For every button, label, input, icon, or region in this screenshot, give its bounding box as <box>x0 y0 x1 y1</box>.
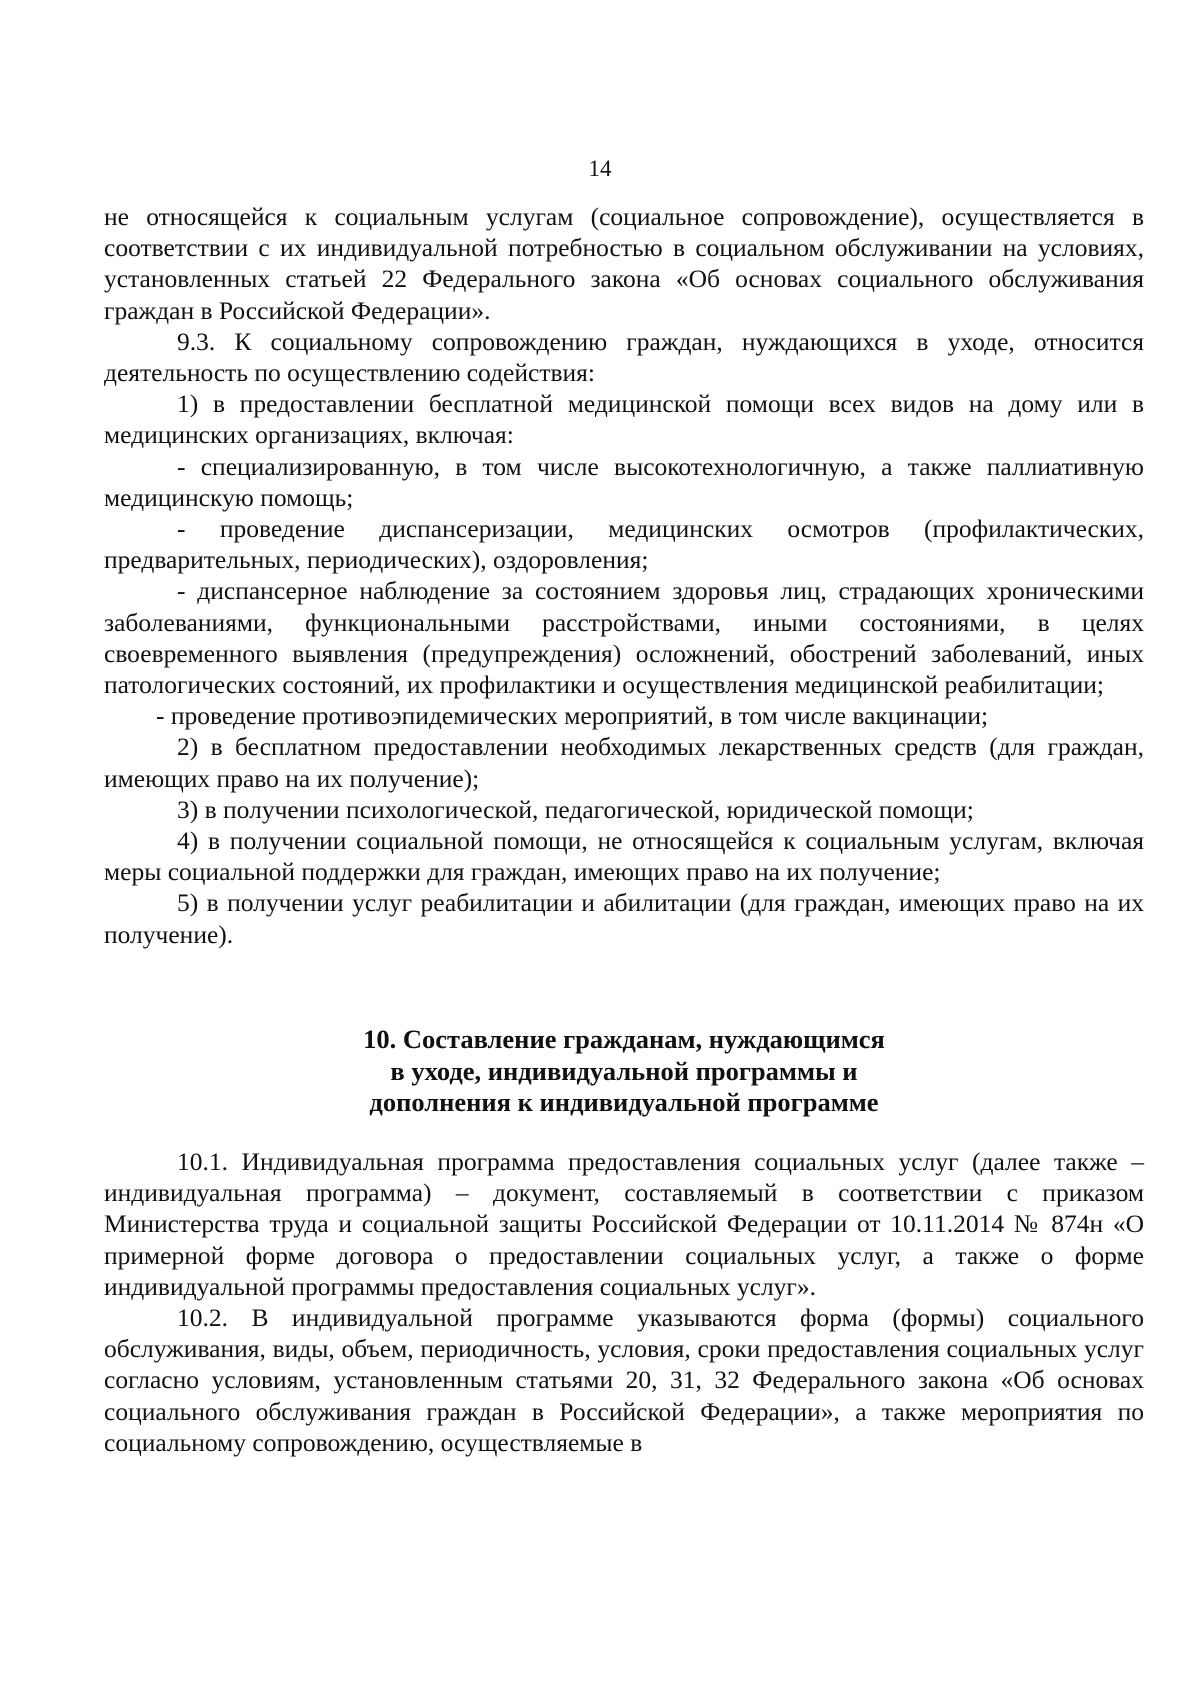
heading-line: 10. Составление гражданам, нуждающимся <box>363 1024 885 1054</box>
paragraph: 4) в получении социальной помощи, не относящейся к социальным услугам, включая меры социальной поддержки для граждан, имеющих право на их получение; <box>104 826 1144 887</box>
paragraph: - проведение противоэпидемических мероприятий, в том числе вакцинации; <box>156 701 989 731</box>
body-section-2 <box>104 1146 1144 1458</box>
paragraph: - специализированную, в том числе высокотехнологичную, а также паллиативную медицинскую помощь; <box>104 451 1144 512</box>
paragraph: не относящейся к социальным услугам (социальное сопровождение), осуществляется в соответствии с их индивидуальной потребностью в социальном обслуживании на условиях, установленных статьей 22 Федерального закона «Об основах социального обслуживания граждан в Российской Федерации». <box>104 202 1144 325</box>
page-number: 14 <box>588 156 612 181</box>
paragraph: 1) в предоставлении бесплатной медицинской помощи всех видов на дому или в медицинских организациях, включая: <box>104 389 1144 450</box>
paragraph: 3) в получении психологической, педагогической, юридической помощи; <box>177 794 974 824</box>
paragraph: 9.3. К социальному сопровождению граждан, нуждающихся в уходе, относится деятельность по осуществлению содействия: <box>104 326 1144 388</box>
paragraph: 10.1. Индивидуальная программа предоставления социальных услуг (далее также – индивидуальная программа) – документ, составляемый в соответствии с приказом Министерства труда и социальной защиты Российской Федерации от 10.11.2014 № 874н «О примерной форме договора о предоставлении социальных услуг, а также о форме индивидуальной программы предоставления социальных услуг». <box>104 1147 1144 1301</box>
paragraph: 5) в получении услуг реабилитации и абилитации (для граждан, имеющих право на их получение). <box>104 888 1144 949</box>
section-heading <box>104 1024 1144 1119</box>
body-section-1 <box>104 201 1144 950</box>
paragraph: 2) в бесплатном предоставлении необходимых лекарственных средств (для граждан, имеющих право на их получение); <box>104 732 1144 793</box>
paragraph: - проведение диспансеризации, медицинских осмотров (профилактических, предварительных, периодических), оздоровления; <box>104 514 1144 575</box>
heading-line: в уходе, индивидуальной программы и <box>390 1055 858 1086</box>
paragraph: 10.2. В индивидуальной программе указываются форма (формы) социального обслуживания, виды, объем, периодичность, условия, сроки предоставления социальных услуг согласно условиям, установленным статьями 20, 31, 32 Федерального закона «Об основах социального обслуживания граждан в Российской Федерации», а также мероприятия по социальному сопровождению, осуществляемые в <box>104 1303 1144 1457</box>
heading-line: дополнения к индивидуальной программе <box>369 1087 879 1117</box>
paragraph: - диспансерное наблюдение за состоянием здоровья лиц, страдающих хроническими заболеваниями, функциональными расстройствами, иными состояниями, в целях своевременного выявления (предупреждения) осложнений, обострений заболеваний, иных патологических состояний, их профилактики и осуществления медицинской реабилитации; <box>104 576 1144 700</box>
